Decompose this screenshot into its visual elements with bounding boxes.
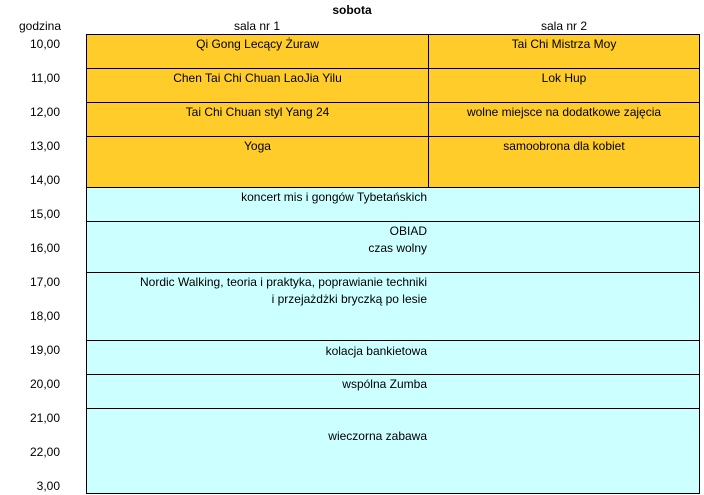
hour-column-header: godzina (18, 19, 62, 33)
schedule-cell (86, 187, 700, 222)
activity-label: wolne miejsce na dodatkowe zajęcia (466, 105, 662, 119)
time-label: 22,00 (29, 445, 60, 459)
time-label: 11,00 (30, 71, 60, 85)
activity-label: Qi Gong Lecący Żuraw (196, 37, 319, 51)
time-label: 17,00 (29, 275, 60, 289)
time-label: 13,00 (29, 139, 60, 153)
activity-label: Chen Tai Chi Chuan LaoJia Yilu (173, 71, 342, 85)
activity-label: i przejażdżki bryczką po lesie (271, 292, 427, 306)
activity-label: Yoga (244, 139, 271, 153)
activity-label: czas wolny (368, 241, 427, 255)
schedule-cell (86, 374, 700, 409)
activity-label: Nordic Walking, teoria i praktyka, poprawianie techniki (139, 275, 427, 289)
activity-label: Tai Chi Mistrza Moy (511, 37, 617, 51)
schedule-cell (86, 68, 429, 103)
schedule-cell (86, 408, 700, 494)
activity-label: koncert mis i gongów Tybetańskich (241, 190, 427, 204)
schedule-cell (428, 68, 700, 103)
schedule-cell (428, 136, 700, 188)
time-label: 15,00 (29, 207, 60, 221)
day-title: sobota (332, 3, 372, 17)
room2-column-header: sala nr 2 (540, 19, 588, 33)
schedule-cell (86, 34, 429, 69)
activity-label: samoobrona dla kobiet (503, 139, 625, 153)
activity-label: wieczorna zabawa (328, 429, 427, 443)
schedule-cell (86, 340, 700, 375)
schedule-cell (428, 102, 700, 137)
activity-label: Tai Chi Chuan styl Yang 24 (185, 105, 330, 119)
time-label: 19,00 (29, 343, 60, 357)
time-label: 16,00 (29, 241, 60, 255)
time-label: 10,00 (29, 37, 60, 51)
schedule-cell (428, 34, 700, 69)
time-label: 14,00 (29, 173, 60, 187)
time-label: 12,00 (29, 105, 60, 119)
schedule-cell (86, 272, 700, 341)
time-label: 20,00 (29, 377, 60, 391)
activity-label: wspólna Zumba (342, 377, 427, 391)
activity-label: kolacja bankietowa (325, 344, 427, 358)
activity-label: Lok Hup (541, 71, 587, 85)
schedule-cell (86, 136, 429, 188)
activity-label: OBIAD (389, 224, 427, 238)
room1-column-header: sala nr 1 (233, 19, 281, 33)
schedule-cell (86, 102, 429, 137)
time-label: 18,00 (29, 309, 60, 323)
time-label: 3,00 (36, 479, 60, 493)
time-label: 21,00 (29, 411, 60, 425)
schedule-cell (86, 221, 700, 273)
